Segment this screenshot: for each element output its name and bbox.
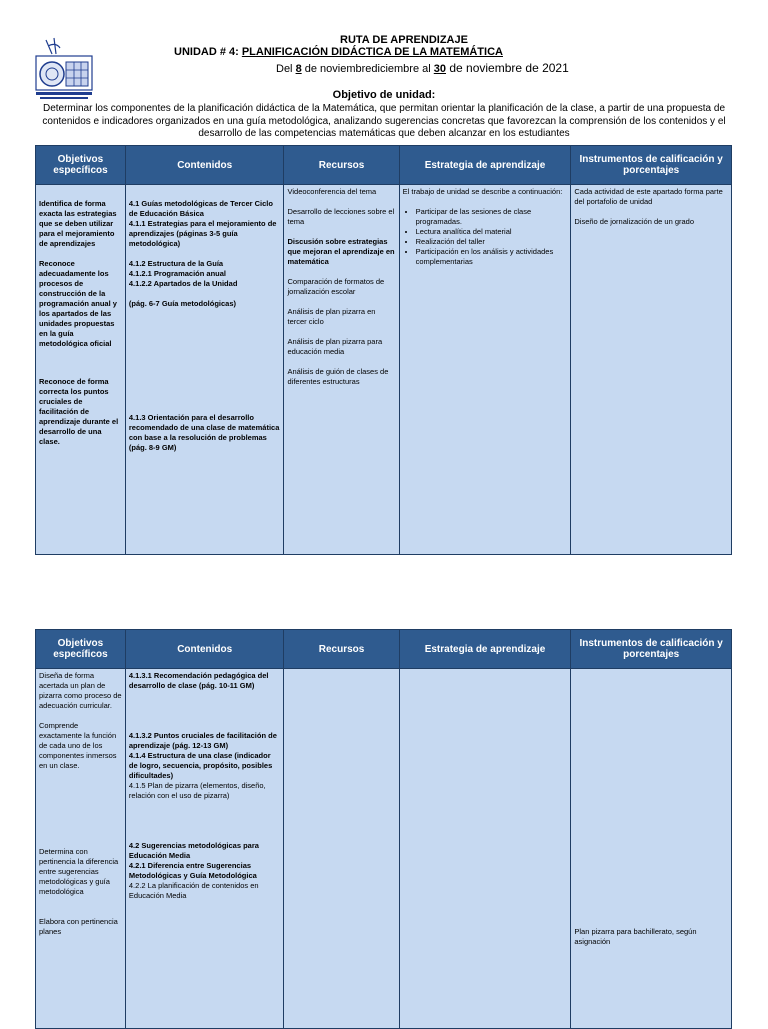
contenido-item: 4.1.1 Estrategias para el mejoramiento de aprendizajes (páginas 3-5 guía metodológica) — [128, 219, 277, 248]
unit-title — [174, 46, 503, 58]
instrumentos-cell — [571, 185, 732, 555]
instrumentos-cell — [571, 669, 732, 1029]
recurso-item: Desarrollo de lecciones sobre el tema — [287, 207, 395, 226]
date-end: 30 — [433, 63, 447, 75]
date-prefix: Del — [276, 63, 296, 75]
date-start: 8 — [295, 63, 302, 75]
objetivo-item: Diseña de forma acertada un plan de pizarra como proceso de adecuación curricular. — [39, 671, 122, 710]
plan-table-1 — [35, 145, 732, 555]
table-header-row — [36, 146, 732, 185]
unit-name: PLANIFICACIÓN DIDÁCTICA DE LA MATEMÁTICA — [241, 46, 503, 58]
table-row — [36, 185, 732, 555]
header-objetivos: Objetivos específicos — [36, 630, 126, 669]
objetivo-item: Identifica de forma exacta las estrategias que se deben utilizar para el mejoramiento de aprendizajes — [39, 199, 117, 248]
header-contenidos: Contenidos — [125, 146, 284, 185]
estrategia-cell — [399, 185, 571, 555]
list-item: • Participar de las sesiones de clase programadas. — [416, 207, 568, 227]
objetivos-cell — [36, 669, 126, 1029]
table-row — [36, 669, 732, 1029]
contenido-item: 4.1 Guías metodológicas de Tercer Ciclo de Educación Básica — [128, 199, 273, 218]
contenido-item: 4.1.3 Orientación para el desarrollo recomendado de una clase de matemática con base a la resolución de problemas (pág. 8-9 GM) — [128, 413, 280, 452]
recursos-cell — [284, 669, 399, 1029]
estrategia-list — [403, 207, 568, 267]
contenido-item: 4.1.2 Estructura de la Guía — [128, 259, 224, 268]
objetivo-item: Reconoce de forma correcta los puntos cruciales de facilitación de aprendizaje durante el desarrollo de una clase. — [39, 377, 119, 446]
estrategia-intro: El trabajo de unidad se describe a continuación: — [402, 187, 563, 196]
header-estrategia: Estrategia de aprendizaje — [399, 630, 571, 669]
objetivo-item: Reconoce adecuadamente los procesos de construcción de la programación anual y los apartados de las unidades propuestas en la guía metodológica oficial — [39, 259, 117, 348]
unit-prefix: UNIDAD # 4: — [174, 46, 242, 58]
list-item: • Lectura analítica del material — [416, 227, 568, 237]
contenidos-cell — [125, 185, 284, 555]
recurso-item: Discusión sobre estrategias que mejoran el aprendizaje en matemática — [287, 237, 395, 266]
objetivo-item: Comprende exactamente la función de cada uno de los componentes inmersos en un clase. — [39, 721, 117, 770]
plan-table-2 — [35, 629, 732, 1029]
contenido-item: 4.1.5 Plan de pizarra (elementos, diseño, relación con el uso de pizarra) — [128, 781, 266, 800]
header-recursos: Recursos — [284, 146, 399, 185]
recurso-item: Videoconferencia del tema — [287, 187, 377, 196]
date-suffix: de noviembre de 2021 — [446, 61, 569, 75]
date-range — [276, 61, 569, 75]
recurso-item: Análisis de plan pizarra en tercer ciclo — [287, 307, 376, 326]
contenido-item: 4.1.2.2 Apartados de la Unidad — [128, 279, 238, 288]
recursos-cell — [284, 185, 399, 555]
header-recursos: Recursos — [284, 630, 399, 669]
instrumento-item: Plan pizarra para bachillerato, según asignación — [574, 927, 697, 946]
list-item: • Participación en los análisis y actividades complementarias — [416, 247, 568, 267]
recurso-item: Análisis de plan pizarra para educación media — [287, 337, 383, 356]
header-objetivos: Objetivos específicos — [36, 146, 126, 185]
contenido-item: 4.2.2 La planificación de contenidos en Educación Media — [128, 881, 259, 900]
list-item: • Realización del taller — [416, 237, 568, 247]
objetivo-item: Elabora con pertinencia planes — [39, 917, 118, 936]
contenido-item: 4.2.1 Diferencia entre Sugerencias Metodológicas y Guía Metodológica — [128, 861, 257, 880]
recurso-item: Comparación de formatos de jornalización escolar — [287, 277, 385, 296]
table-header-row — [36, 630, 732, 669]
contenido-item: 4.1.4 Estructura de una clase (indicador de logro, secuencia, propósito, posibles dificultades) — [128, 751, 273, 780]
recurso-item: Análisis de guión de clases de diferentes estructuras — [287, 367, 389, 386]
date-mid: de noviembrediciembre al — [301, 63, 434, 75]
estrategia-cell — [399, 669, 571, 1029]
contenido-item: 4.1.3.1 Recomendación pedagógica del desarrollo de clase (pág. 10-11 GM) — [128, 671, 269, 690]
header-instrumentos: Instrumentos de calificación y porcentajes — [571, 146, 732, 185]
contenido-item: (pág. 6-7 Guía metodológicas) — [128, 299, 236, 308]
objective-title: Objetivo de unidad: — [332, 89, 436, 101]
contenido-item: 4.1.2.1 Programación anual — [128, 269, 227, 278]
contenido-item: 4.2 Sugerencias metodológicas para Educación Media — [128, 841, 259, 860]
header-instrumentos: Instrumentos de calificación y porcentajes — [571, 630, 732, 669]
objective-text: Determinar los componentes de la planificación didáctica de la Matemática, que permitan orientar la planificación de la clase, a partir de una propuesta de contenidos e indicadores organizados en una guía metodológica, analizando sugerencias concretas que favorezcan la comprensión de los contenidos y el desarrollo de las competencias matemáticas que deben alcanzar en los estudiantes — [42, 103, 726, 139]
contenido-item: 4.1.3.2 Puntos cruciales de facilitación de aprendizaje (pág. 12-13 GM) — [128, 731, 277, 750]
objetivos-cell — [36, 185, 126, 555]
contenidos-cell — [125, 669, 284, 1029]
header-contenidos: Contenidos — [125, 630, 284, 669]
instrumento-item: Cada actividad de este apartado forma parte del portafolio de unidad — [574, 187, 723, 206]
instrumento-item: Diseño de jornalización de un grado — [574, 217, 695, 226]
page-title: RUTA DE APRENDIZAJE — [340, 34, 468, 46]
header-estrategia: Estrategia de aprendizaje — [399, 146, 571, 185]
objetivo-item: Determina con pertinencia la diferencia entre sugerencias metodológicas y guía metodológica — [39, 847, 119, 896]
